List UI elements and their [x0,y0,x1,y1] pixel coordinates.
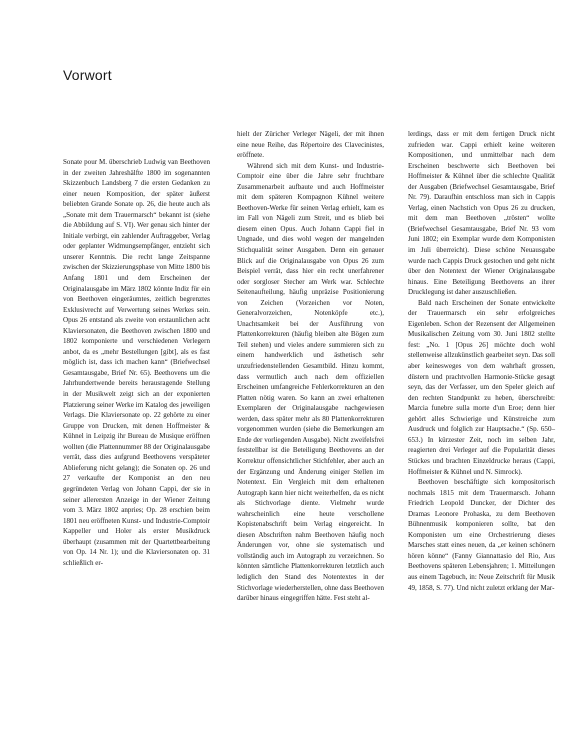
paragraph: Sonate pour M. überschrieb Ludwig van Beethoven in der zweiten Jahreshälfte 1800 im sogenannten Skizzenbuch Landsberg 7 die ersten Gedanken zu einer neuen Komposition, der später äußerst beliebten Grande Sonate op. 26, die heute auch als „Sonate mit dem Trauermarsch“ bekannt ist (siehe die Abbildung auf S. VI). Wer genau sich hinter der Initiale verbirgt, ein zahlender Auftraggeber, Verlag oder geplanter Widmungsempfänger, entzieht sich unserer Kenntnis. Die recht lange Zeitspanne zwischen der Skizzierungsphase von Mitte 1800 bis Anfang 1801 und dem Erscheinen der Originalausgabe im März 1802 könnte Indiz für ein von Beethoven eingeräumtes, zeitlich begrenztes Exklusivrecht auf Verwertung seines Werkes sein. Opus 26 entstand als zweite von erstaunlichen acht Klaviersonaten, die Beethoven zwischen 1800 und 1802 komponierte und verschiedenen Verlegern anbot, da es „mehr Bestellungen [gibt], als es fast möglich ist, dass ich machen kann“ (Briefwechsel Gesamtausgabe, Brief Nr. 65). Beethovens um die Jahrhundertwende bereits herausragende Stellung in der Musikwelt zeigt sich an der exponierten Platzierung seiner Werke im Katalog des jeweiligen Verlags. Die Klaviersonate op. 22 gehörte zu einer Gruppe von Drucken, mit denen Hoffmeister & Kühnel in Leipzig ihr Bureau de Musique eröffnen wollten (die Plattennummer 88 der Originalausgabe verrät, dass dies aufgrund Beethovens verspäteter Ablieferung nicht gelang); die Sonaten op. 26 und 27 verkaufte der Komponist an den neu gegründeten Verlag von Johann Cappi, der sie in seiner allerersten Anzeige in der Wiener Zeitung vom 3. März 1802 anpries; Op. 28 erschien beim 1801 neu eröffneten Kunst- und Industrie-Comptoir Kappeller und Holer als erster Musikdruck überhaupt (zusammen mit der Quartettbearbeitung von Op. 14 Nr. 1); und die Klaviersonaten op. 31 schließlich er- [63,158,210,567]
page-title: Vorwort [63,67,112,83]
paragraph: Bald nach Erscheinen der Sonate entwickelte der Trauermarsch ein sehr erfolgreiches Eigenleben. Schon der Rezensent der Allgemeinen Musikalischen Zeitung vom 30. Juni 1802 stellte fest: „No. 1 [Opus 26] möchte doch wohl stellenweise allzukünstlich gearbeitet seyn. Das soll aber keinesweges von dem wahrhaft grossen, düstern und prachtvollen Harmonie-Stücke gesagt seyn, das der Verfasser, um den Speler gleich auf den rechten Standpunkt zu heben, überschreibt: Marcia funebre sulla morte d'un Eroe; denn hier gehört alles Schwierige und Künstreiche zum Ausdruck und folglich zur Hauptsache.“ (Sp. 650–653.) In kürzester Zeit, noch im selben Jahr, reagierten drei Verleger auf die Popularität dieses Stückes und brachten Einzeldrucke heraus (Cappi, Hoffmeister & Kühnel und N. Simrock). [408,298,555,476]
paragraph: Während sich mit dem Kunst- und Industrie-Comptoir eine über die Jahre sehr fruchtbare Zusammenarbeit aufbaute und auch Hoffmeister mit dem späteren Kompagnon Kühnel weitere Beethoven-Werke für seinen Verlag erhielt, kam es im Fall von Nägeli zum Streit, und es blieb bei diesem einen Opus. Auch Johann Cappi fiel in Ungnade, und dies wohl wegen der mangelnden Stichqualität seiner Ausgaben. Denn ein genauer Blick auf die Originalausgabe von Opus 26 zum Beispiel verrät, dass hier ein recht unerfahrener oder sorgloser Stecher am Werk war. Schlechte Seitenaufteilung, häufig unpräzise Positionierung von Zeichen (Vorzeichen vor Noten, Generalvorzeichen, Notenköpfe etc.), Unachtsamkeit bei der Ausführung von Plattenkorrekturen (häufig bleiben alte Bögen zum Teil stehen) und vieles andere summieren sich zu einem handwerklich und ästhetisch sehr unzufriedenstellenden Gesamtbild. Hinzu kommt, dass vermutlich auch nach dem offiziellen Erscheinen umfangreiche Fehlerkorrekturen an den Platten nötig waren. So kann an zwei erhaltenen Exemplaren der Originalausgabe nachgewiesen werden, dass später mehr als 80 Plattenkorrekturen vorgenommen wurden (siehe die Bemerkungen am Ende der vorliegenden Ausgabe). Nicht zweifelsfrei feststellbar ist die Beteiligung Beethovens an der Korrektur offensichtlicher Stichfehler, aber auch an der Ergänzung und Änderung einiger Stellen im Notentext. Ein Vergleich mit dem erhaltenen Autograph kann hier nicht weiterhelfen, da es nicht als Stichvorlage diente. Vielmehr wurde wahrscheinlich eine heute verschollene Kopistenabschrift beim Verlag eingereicht. In diesen Abschriften nahm Beethoven häufig noch Änderungen vor, ohne sie systematisch und vollständig auch im Autograph zu verzeichnen. So könnten sämtliche Plattenkorrekturen letztlich auch lediglich den Stand des Notentextes in der Stichvorlage wiederherstellen, ohne dass Beethoven darüber hinaus eingegriffen hätte. Fest steht al- [237,161,384,603]
paragraph: Beethoven beschäftigte sich kompositorisch nochmals 1815 mit dem Trauermarsch. Johann Friedrich Leopold Duncker, der Dichter des Dramas Leonore Prohaska, zu dem Beethoven Bühnenmusik komponieren sollte, bat den Komponisten um eine Orchestrierung dieses Marsches statt eines neuen, da „er keinen schönern hören könne“ (Fanny Giannattasio del Rio, Aus Beethovens späteren Lebensjahren; 1. Mitteilungen aus einem Tagebuch, in: Neue Zeitschrift für Musik 49, 1858, S. 77). Und nicht zuletzt erklang der Mar- [408,478,555,592]
text-column-2 [237,129,384,604]
paragraph: lerdings, dass er mit dem fertigen Druck nicht zufrieden war. Cappi erhielt keine weiteren Kompositionen, und unmittelbar nach dem Erscheinen beschwerte sich Beethoven bei Hoffmeister & Kühnel über die schlechte Qualität der Ausgaben (Briefwechsel Gesamtausgabe, Brief Nr. 79). Daraufhin entschloss man sich in Cappis Verlag, einen Nachstich von Opus 26 zu drucken, mit dem man Beethoven „trösten“ wollte (Briefwechsel Gesamtausgabe, Brief Nr. 93 vom Juni 1802; ein Exemplar wurde dem Komponisten im Juli überreicht). Diese schöne Neuausgabe wurde nach Cappis Druck gestochen und geht nicht über den Notentext der Wiener Originalausgabe hinaus. Eine Beteiligung Beethovens an ihrer Drucklegung ist daher auszuschließen. [408,130,555,297]
text-column-3 [408,129,555,593]
paragraph: hielt der Züricher Verleger Nägeli, der mit ihnen eine neue Reihe, das Répertoire des Clavecinistes, eröffnete. [237,130,384,160]
text-column-1 [63,157,210,568]
